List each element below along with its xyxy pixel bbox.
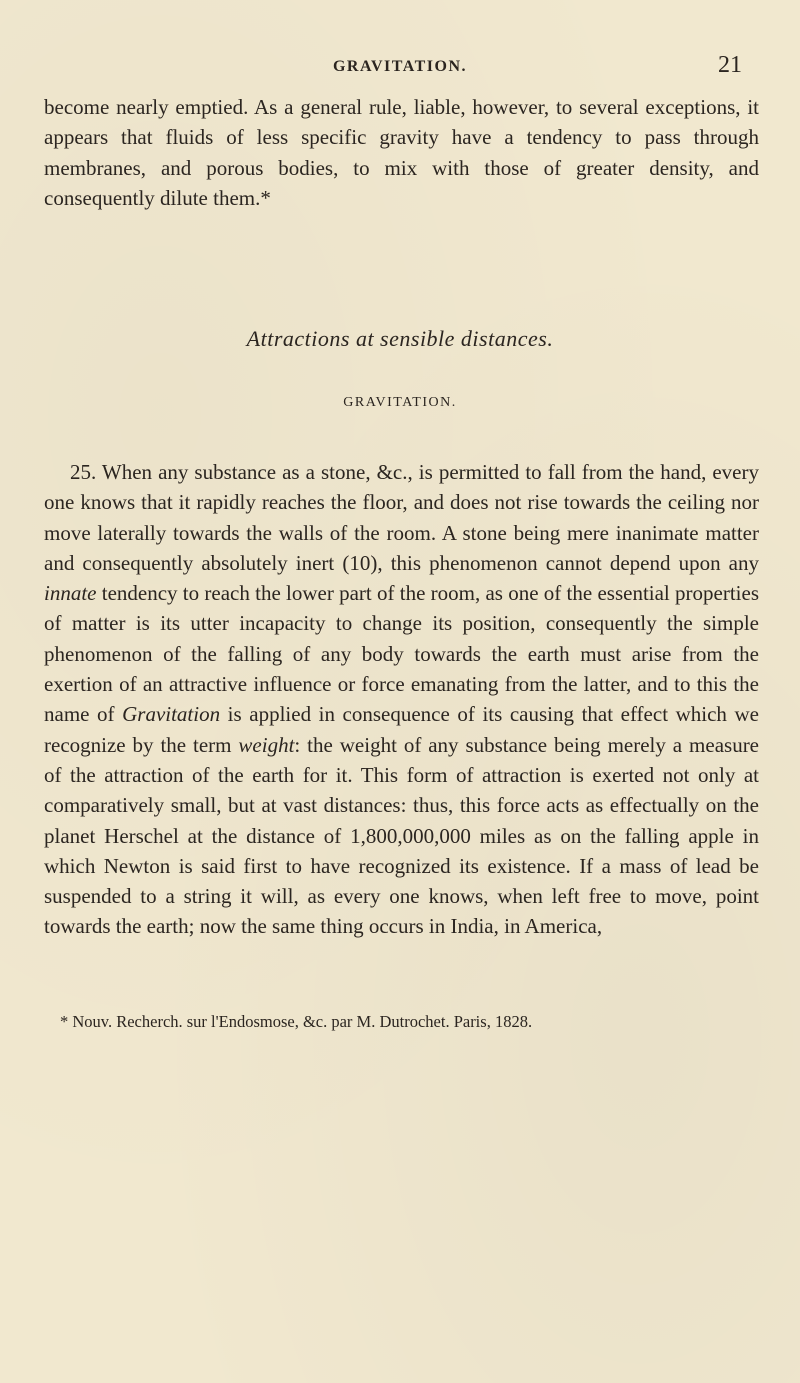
page-number: 21: [718, 52, 742, 78]
paragraph-25-part2: tendency to reach the lower part of the room, as one of the essential properties of matter is its utter incapacity to change its position, consequently the simple phenomenon of the falling of any body towards the earth must arise from the exertion of an attractive influence or force emanating from the latter, and to this the name of: [44, 581, 759, 727]
paragraph-25-em-weight: weight: [238, 732, 295, 757]
paragraph-25-em-innate: innate: [44, 581, 97, 606]
paragraph-25-text: [44, 457, 759, 942]
sub-heading: GRAVITATION.: [343, 395, 457, 410]
paragraph-25-part1: 25. When any substance as a stone, &c., is permitted to fall from the hand, every one knows that it rapidly reaches the floor, and does not rise towards the ceiling nor move laterally towards the walls of the room. A stone being mere inanimate matter and consequently absolutely inert (10), this phenomenon cannot depend upon any: [44, 460, 759, 575]
paragraph-25-part4: : the weight of any substance being merely a measure of the attraction of the earth for it. This form of attraction is exerted not only at comparatively small, but at vast distances: thus, this force acts as effectually on the planet Herschel at the distance of 1,800,000,000 miles as on the falling apple in which Newton is said first to have recognized its existence. If a mass of lead be suspended to a string it will, as every one knows, when left free to move, point towards the earth; now the same thing occurs in India, in America,: [44, 732, 760, 939]
footnote-text: * Nouv. Recherch. sur l'Endosmose, &c. par M. Dutrochet. Paris, 1828.: [60, 1012, 533, 1031]
paragraph-25-part3: is applied in consequence of its causing that effect which we recognize by the term: [44, 702, 759, 757]
opening-paragraph: [44, 92, 759, 214]
paragraph-25-em-gravitation: Gravitation: [122, 702, 221, 727]
paragraph-25: [44, 457, 759, 942]
running-title: GRAVITATION.: [332, 58, 468, 75]
opening-paragraph-text: become nearly emptied. As a general rule, liable, however, to several exceptions, it appears that fluids of less specific gravity have a tendency to pass through membranes, and porous bodies, to mix with those of greater density, and consequently dilute them.*: [44, 95, 759, 211]
footnote: [50, 1010, 756, 1034]
section-heading: Attractions at sensible distances.: [246, 326, 554, 351]
running-head: [44, 52, 756, 82]
